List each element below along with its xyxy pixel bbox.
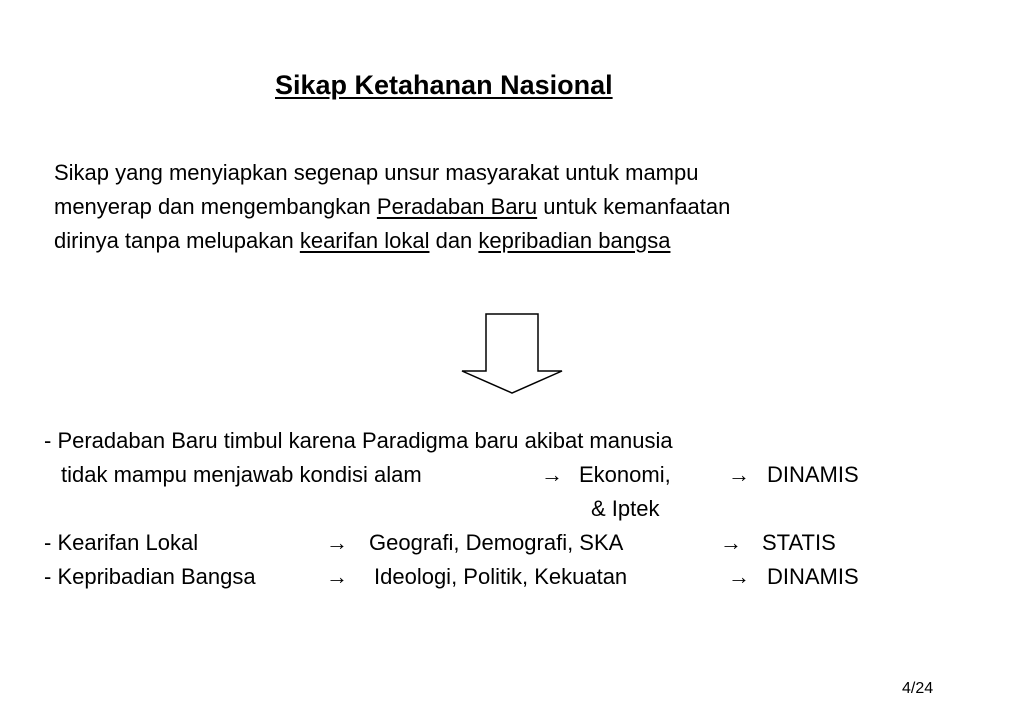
dinamis-text: DINAMIS [767,462,859,487]
item2-label: - Kearifan Lokal [44,530,199,555]
paragraph-text: dan [429,228,479,253]
kearifan-lokal-term: kearifan lokal [299,228,430,253]
kepribadian-bangsa-term: kepribadian bangsa [478,228,671,253]
peradaban-baru-term: Peradaban Baru [376,194,538,219]
item1-line1: - Peradaban Baru timbul karena Paradigma baru akibat manusia [44,428,673,453]
arrow-icon: → [541,462,563,487]
definition-paragraph [54,156,730,258]
item3-result: DINAMIS [767,564,859,589]
ekonomi-text: Ekonomi, [579,462,671,487]
paragraph-text: untuk kemanfaatan [537,194,731,219]
paragraph-text: menyerap dan mengembangkan [54,194,377,219]
arrow-icon: → [720,530,742,555]
arrow-icon: → [728,564,750,589]
paragraph-line-3 [54,224,730,258]
item2-value: Geografi, Demografi, SKA [369,530,624,555]
down-arrow-icon [458,313,566,395]
arrow-icon: → [326,530,348,555]
item3-label: - Kepribadian Bangsa [44,564,256,589]
paragraph-line-2 [54,190,730,224]
slide-title: Sikap Ketahanan Nasional [275,70,613,100]
arrow-icon: → [326,564,348,589]
iptek-text: & Iptek [591,496,660,521]
item2-result: STATIS [762,530,836,555]
paragraph-line-1: Sikap yang menyiapkan segenap unsur masyarakat untuk mampu [54,160,699,185]
page-number: 4/24 [902,680,934,697]
item1-line2: tidak mampu menjawab kondisi alam [61,462,422,487]
paragraph-text: dirinya tanpa melupakan [54,228,300,253]
item3-value: Ideologi, Politik, Kekuatan [374,564,628,589]
arrow-icon: → [728,462,750,487]
